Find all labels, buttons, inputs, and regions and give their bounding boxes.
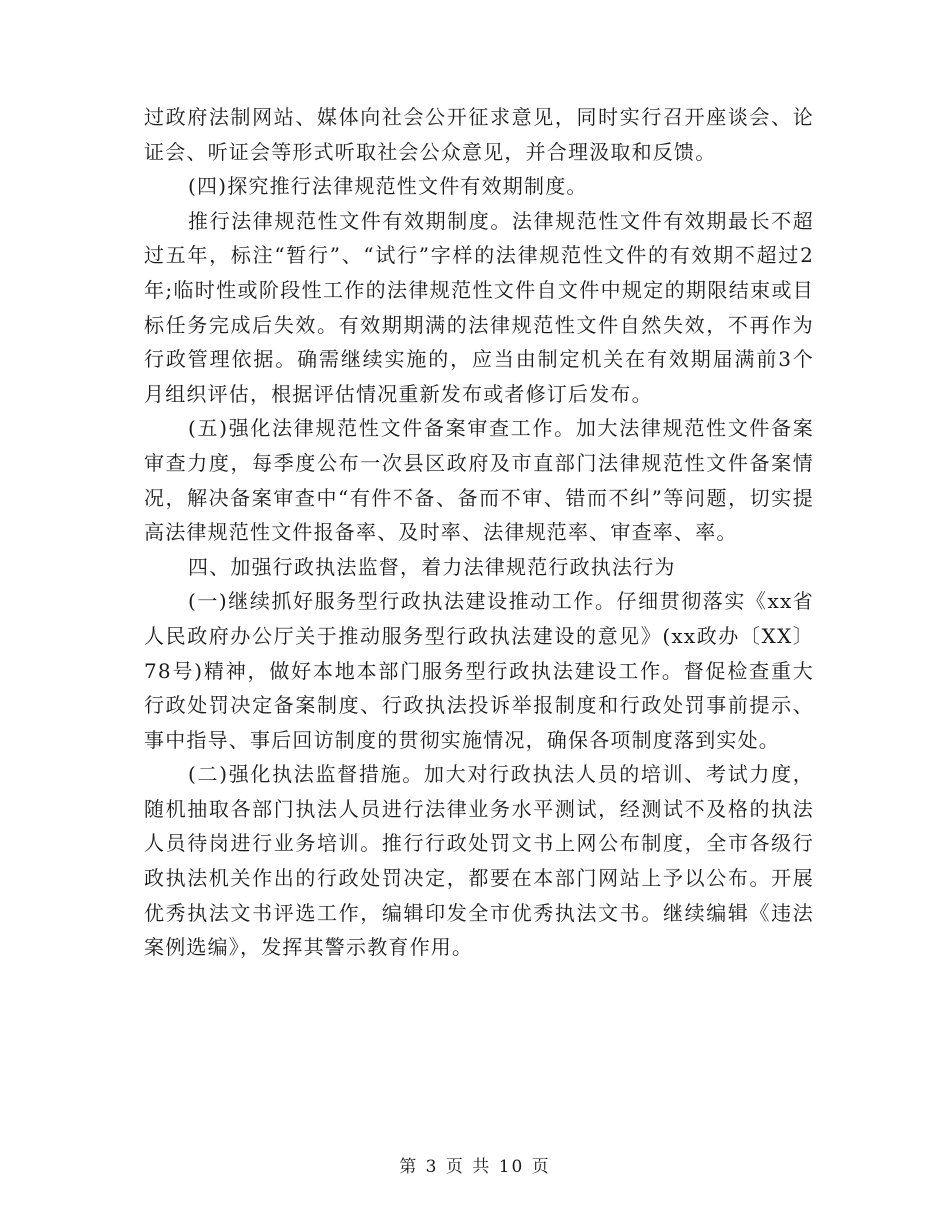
page-number-footer: 第 3 页 共 10 页 <box>399 1157 551 1177</box>
section-heading-1: (一)继续抓好服务型行政执法建设推动工作。仔细贯彻落实《xx省人民政府办公厅关于推动服务型行政执法建设的意见》(xx政办〔XX〕78号)精神，做好本地本部门服务型行政执法建设工作。督促检查重大行政处罚决定备案制度、行政执法投诉举报制度和行政处罚事前提示、事中指导、事后回访制度的贯彻实施情况，确保各项制度落到实处。 <box>144 589 814 752</box>
section-heading-2: (二)强化执法监督措施。加大对行政执法人员的培训、考试力度，随机抽取各部门执法人员进行法律业务水平测试，经测试不及格的执法人员待岗进行业务培训。推行行政处罚文书上网公布制度，全市各级行政执法机关作出的行政处罚决定，都要在本部门网站上予以公布。开展优秀执法文书评选工作，编辑印发全市优秀执法文书。继续编辑《违法案例选编》，发挥其警示教育作用。 <box>144 762 814 960</box>
chapter-heading-4: 四、加强行政执法监督，着力法律规范行政执法行为 <box>188 554 676 579</box>
section-heading-4: (四)探究推行法律规范性文件有效期制度。 <box>188 174 588 199</box>
paragraph-validity-period: 推行法律规范性文件有效期制度。法律规范性文件有效期最长不超过五年，标注“暂行”、“试行”字样的法律规范性文件的有效期不超过2年;临时性或阶段性工作的法律规范性文件自文件中规定的期限结束或目标任务完成后失效。有效期期满的法律规范性文件自然失效，不再作为行政管理依据。确需继续实施的，应当由制定机关在有效期届满前3个月组织评估，根据评估情况重新发布或者修订后发布。 <box>144 208 814 406</box>
paragraph-continuation: 过政府法制网站、媒体向社会公开征求意见，同时实行召开座谈会、论证会、听证会等形式听取社会公众意见，并合理汲取和反馈。 <box>144 105 814 164</box>
section-heading-5: (五)强化法律规范性文件备案审查工作。加大法律规范性文件备案审查力度，每季度公布一次县区政府及市直部门法律规范性文件备案情况，解决备案审查中“有件不备、备而不审、错而不纠”等问题，切实提高法律规范性文件报备率、及时率、法律规范率、审查率、率。 <box>144 416 814 545</box>
document-body <box>144 100 814 965</box>
